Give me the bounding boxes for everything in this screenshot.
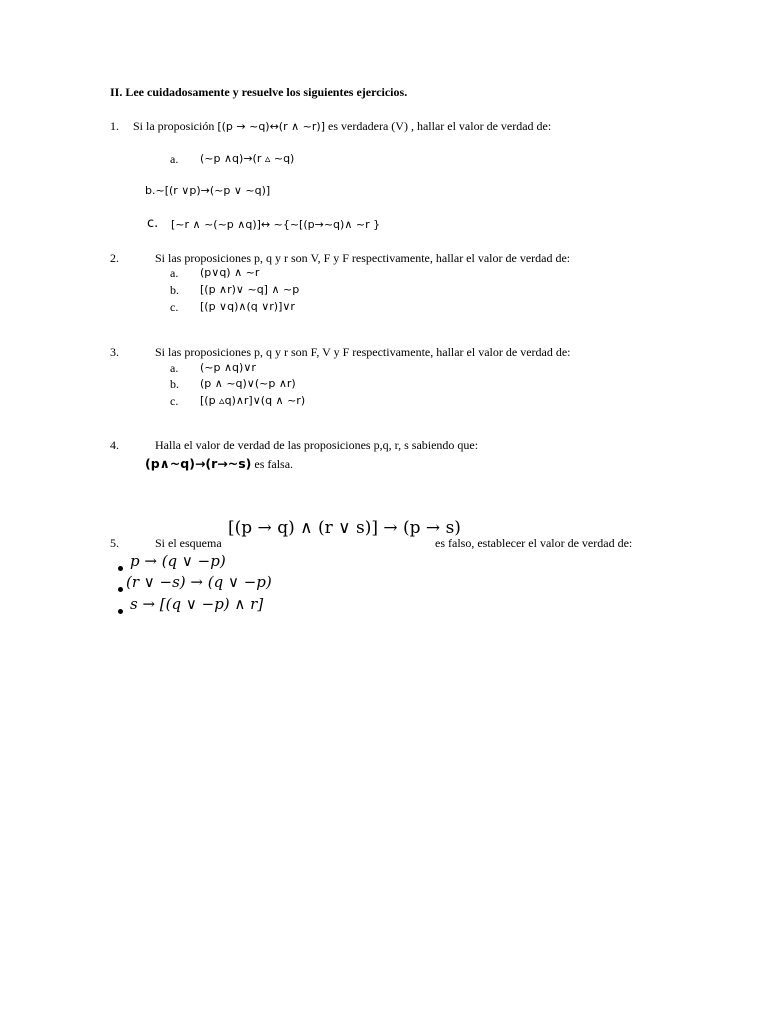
exercise-4-statement: Halla el valor de verdad de las proposiciones p,q, r, s sabiendo que: [155, 438, 479, 452]
exercise-5-formula: [(p → q) ∧ (r ∨ s)] → (p → s) [228, 518, 461, 538]
bullet-icon [118, 566, 123, 571]
exercise-3b-label: b. [170, 377, 179, 391]
exercise-2c-formula: [(p ∨q)∧(q ∨r)]∨r [200, 300, 295, 313]
exercise-3b-formula: (p ∧ ~q)∨(~p ∧r) [200, 377, 296, 390]
exercise-5-intro: Si el esquema [155, 536, 222, 550]
exercise-5-bullet-3: s → [(q ∨ −p) ∧ r] [130, 595, 264, 613]
exercise-2-number: 2. [110, 251, 119, 265]
exercise-2b-label: b. [170, 283, 179, 297]
section-heading: II. Lee cuidadosamente y resuelve los siguientes ejercicios. [110, 85, 408, 99]
exercise-2a-formula: (p∨q) ∧ ~r [200, 266, 260, 279]
exercise-5-suffix: es falso, establecer el valor de verdad de: [435, 536, 633, 550]
exercise-4-formula: (p∧~q)→(r→~s) [145, 456, 252, 471]
exercise-2a-label: a. [170, 266, 179, 280]
exercise-1-statement: Si la proposición [(p → ~q)↔(r ∧ ~r)] es verdadera (V) , hallar el valor de verdad de: [133, 119, 552, 133]
exercise-1a-formula: (~p ∧q)→(r ▵ ~q) [200, 152, 295, 165]
exercise-1a-label: a. [170, 152, 179, 166]
exercise-2b-formula: [(p ∧r)∨ ~q] ∧ ~p [200, 283, 300, 296]
exercise-2c-label: c. [170, 300, 179, 314]
exercise-1c-formula: [~r ∧ ~(~p ∧q)]↔ ~{~[(p→~q)∧ ~r } [171, 218, 381, 231]
exercise-1c-label: c. [147, 216, 159, 231]
exercise-3-number: 3. [110, 345, 119, 359]
exercise-5-number: 5. [110, 536, 119, 550]
exercise-1b-formula: b.~[(r ∨p)→(~p ∨ ~q)] [145, 184, 271, 197]
exercise-3-statement: Si las proposiciones p, q y r son F, V y F respectivamente, hallar el valor de verdad de: [155, 345, 571, 359]
exercise-3c-label: c. [170, 394, 179, 408]
bullet-icon [118, 587, 123, 592]
exercise-2-statement: Si las proposiciones p, q y r son V, F y F respectivamente, hallar el valor de verdad de: [155, 251, 571, 265]
exercise-3a-formula: (~p ∧q)∨r [200, 361, 256, 374]
exercise-1-number: 1. [110, 119, 119, 133]
exercise-5-bullet-1: p → (q ∨ −p) [130, 552, 226, 570]
exercise-4-number: 4. [110, 438, 119, 452]
exercise-3c-formula: [(p ▵q)∧r]∨(q ∧ ~r) [200, 394, 306, 407]
exercise-4-condition: (p∧~q)→(r→~s) es falsa. [145, 456, 294, 471]
exercise-5-bullet-2: (r ∨ −s) → (q ∨ −p) [126, 573, 272, 591]
exercise-1-formula: [(p → ~q)↔(r ∧ ~r)] [217, 120, 325, 133]
bullet-icon [118, 609, 123, 614]
exercise-3a-label: a. [170, 361, 179, 375]
